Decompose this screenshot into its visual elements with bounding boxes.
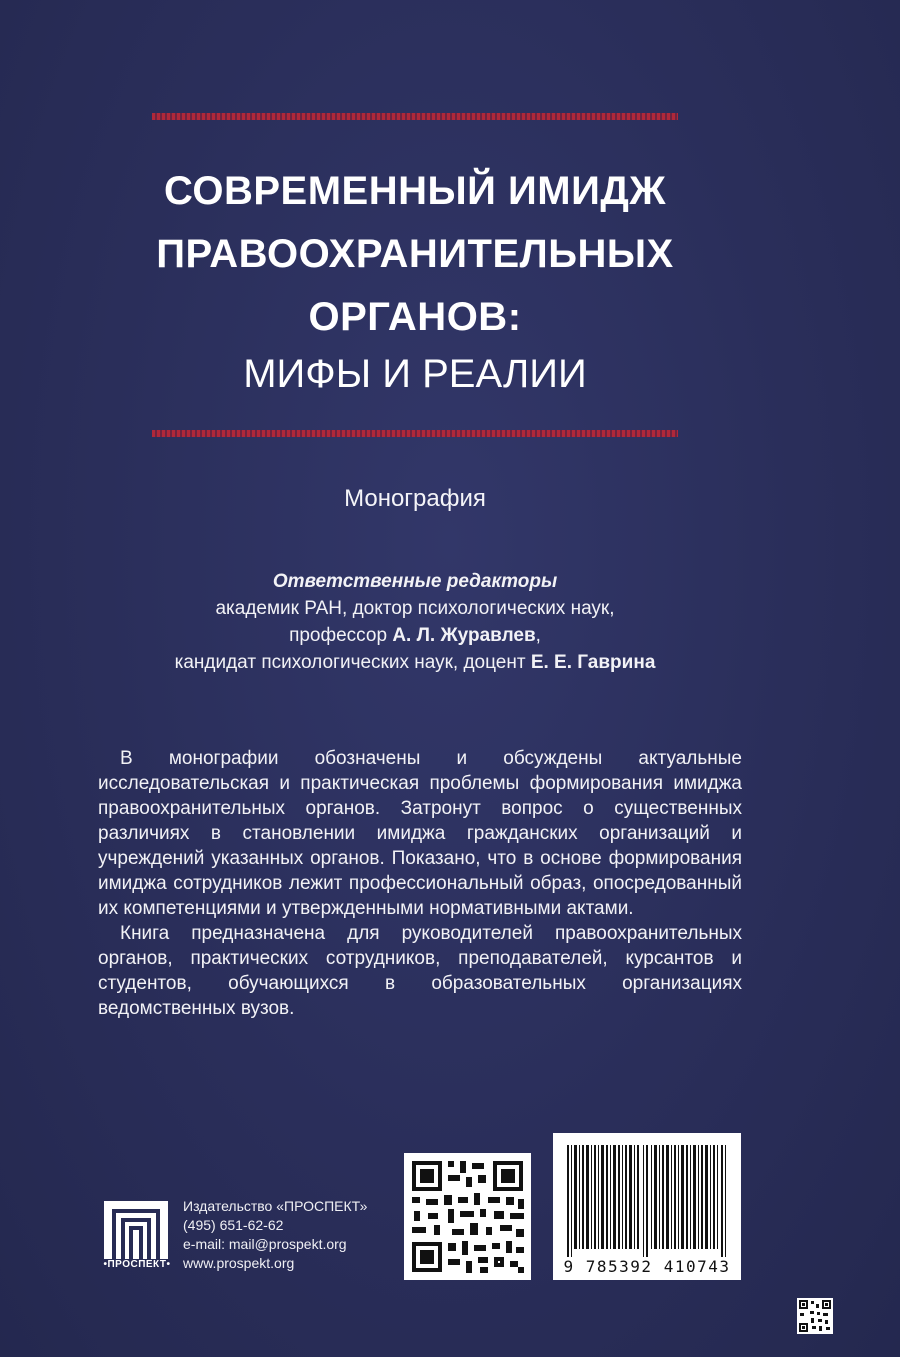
editors-line-3 <box>100 649 730 676</box>
decorative-rule-bottom <box>152 430 678 437</box>
decorative-rule-top <box>152 113 678 120</box>
annotation-paragraph-2: Книга предназначена для руководителей правоохранительных органов, практических сотрудников, преподавателей, курсантов и студентов, обучающихся в образовательных организациях ведомственных вузов. <box>98 923 742 1019</box>
annotation-text <box>98 746 742 1021</box>
logo-caption: •ПРОСПЕКТ• <box>103 1259 171 1270</box>
qr-code-icon <box>404 1153 531 1280</box>
editors-line-1: академик РАН, доктор психологических наук, <box>215 598 615 619</box>
publisher-info <box>183 1197 367 1273</box>
publisher-email: e-mail: mail@prospekt.org <box>183 1236 347 1252</box>
punctuation: , <box>535 625 541 646</box>
annotation-paragraph-1: В монографии обозначены и обсуждены актуальные исследовательская и практическая проблемы формирования имиджа правоохранительных органов. Затронут вопрос о существенных различиях в становлении имиджа гражданских организаций и учреждений указанных органов. Показано, что в основе формирования имиджа сотрудников лежит профессиональный образ, опосредованный их компетенциями и утвержденными нормативными актами. <box>98 748 742 919</box>
editor-name-gavrina: Е. Е. Гаврина <box>530 652 656 673</box>
book-subtitle: МИФЫ И РЕАЛИИ <box>243 352 587 396</box>
book-genre: Монография <box>344 485 486 512</box>
title-line: СОВРЕМЕННЫЙ ИМИДЖ <box>163 169 666 213</box>
publisher-phone: (495) 651-62-62 <box>183 1217 284 1233</box>
isbn-barcode <box>553 1133 741 1280</box>
isbn-digits: 9 785392 410743 <box>563 1257 731 1276</box>
book-title <box>100 160 730 349</box>
editor-title: кандидат психологических наук, доцент <box>174 652 531 673</box>
editors-line-2 <box>100 622 730 649</box>
editor-title: профессор <box>289 625 393 646</box>
small-qr-code-icon <box>797 1298 833 1334</box>
editors-block <box>100 568 730 676</box>
publisher-website: www.prospekt.org <box>183 1255 295 1271</box>
editor-name-zhuravlev: А. Л. Журавлев <box>392 625 536 646</box>
title-line: ОРГАНОВ: <box>308 295 522 339</box>
publisher-name: Издательство «ПРОСПЕКТ» <box>183 1198 368 1214</box>
editors-heading: Ответственные редакторы <box>272 571 558 592</box>
title-line: ПРАВООХРАНИТЕЛЬНЫХ <box>156 232 674 276</box>
